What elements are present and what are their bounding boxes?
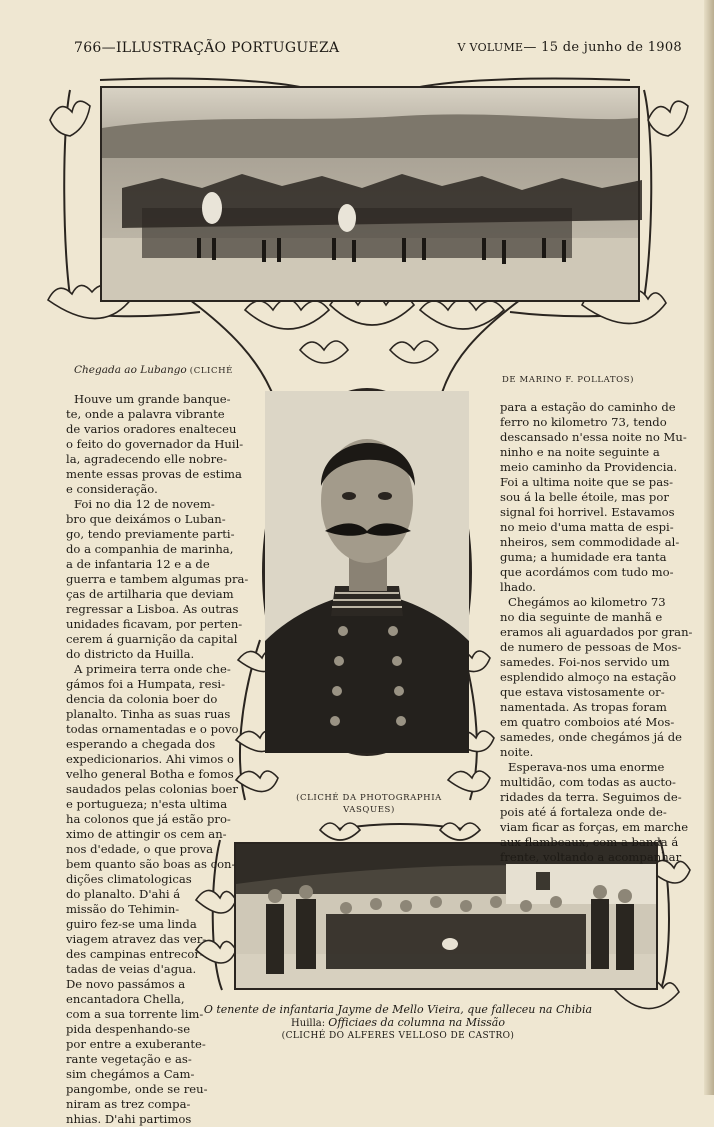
officer-portrait-image: [265, 391, 469, 753]
text-line: viam ficar as forças, em marche: [500, 820, 689, 834]
text-line: regressar a Lisboa. As outras: [66, 602, 239, 616]
text-line: eramos ali aguardados por gran-: [500, 625, 693, 639]
text-line: te, onde a palavra vibrante: [66, 407, 225, 421]
portrait-photo: [262, 388, 472, 756]
caption-chegada: Chegada ao Lubango: [74, 364, 187, 376]
bottom-caption-line3: (CLICHÉ DO ALFERES VELLOSO DE CASTRO): [281, 1031, 515, 1041]
text-line: expedicionarios. Ahi vimos o: [66, 752, 235, 766]
portrait-caption-line1: (CLICHÉ DA PHOTOGRAPHIA: [296, 793, 442, 803]
text-line: pida despenhando-se: [66, 1022, 191, 1036]
text-line: esperando a chegada dos: [66, 737, 216, 751]
text-line: velho general Botha e fomos: [66, 767, 234, 781]
text-line: esplendido almoço na estação: [500, 670, 677, 684]
volume-label: V VOLUME: [457, 41, 524, 54]
bottom-caption-huilla: Huilla:: [291, 1018, 329, 1029]
text-line: sou á la belle étoile, mas por: [500, 490, 669, 504]
header-separator: —: [101, 40, 116, 56]
left-text-column: [66, 392, 250, 1127]
text-line: de numero de pessoas de Mos-: [500, 640, 682, 654]
top-photo-cavalry: [100, 86, 640, 302]
text-line: no dia seguinte de manhã e: [500, 610, 663, 624]
text-line: la, agradecendo elle nobre-: [66, 452, 227, 466]
text-line: nhias. D'ahi partimos: [66, 1112, 192, 1126]
text-line: o feito do governador da Huil-: [66, 437, 244, 451]
text-line: mente essas provas de estima: [66, 467, 242, 481]
top-photo-caption-left: [74, 364, 233, 377]
bottom-caption-officiaes: Officiaes da columna na Missão: [328, 1016, 505, 1029]
text-line: e portugueza; n'esta ultima: [66, 797, 228, 811]
text-line: bem quanto são boas as con-: [66, 857, 236, 871]
text-line: bro que deixámos o Luban-: [66, 512, 226, 526]
bottom-caption: [188, 1003, 608, 1043]
text-line: De novo passámos a: [66, 977, 186, 991]
text-line: que estava vistosamente or-: [500, 685, 665, 699]
text-line: em quatro comboios até Mos-: [500, 715, 675, 729]
bottom-caption-line2: [188, 1016, 608, 1030]
officers-group-image: [236, 844, 656, 988]
text-line: cerem á guarnição da capital: [66, 632, 238, 646]
text-line: descansado n'essa noite no Mu-: [500, 430, 687, 444]
text-line: guiro fez-se uma linda: [66, 917, 197, 931]
text-line: samedes. Foi-nos servido um: [500, 655, 670, 669]
text-line: lhado.: [500, 580, 536, 594]
text-line: e consideração.: [66, 482, 158, 496]
text-line: niram as trez compa-: [66, 1097, 191, 1111]
text-line: para a estação do caminho de: [500, 400, 676, 414]
text-line: gámos foi a Humpata, resi-: [66, 677, 226, 691]
text-line: Esperava-nos uma enorme: [508, 760, 665, 774]
text-line: planalto. Tinha as suas ruas: [66, 707, 231, 721]
text-line: do a companhia de marinha,: [66, 542, 234, 556]
text-line: guma; a humidade era tanta: [500, 550, 667, 564]
text-line: no meio d'uma matta de espi-: [500, 520, 674, 534]
text-line: ninho e na noite seguinte a: [500, 445, 660, 459]
text-line: aux flambeaux, com a banda á: [500, 835, 679, 849]
text-line: missão do Tehimin-: [66, 902, 180, 916]
text-line: namentada. As tropas foram: [500, 700, 667, 714]
page-number: 766: [74, 40, 102, 56]
text-line: Foi a ultima noite que se pas-: [500, 475, 674, 489]
text-line: ximo de attingir os cem an-: [66, 827, 227, 841]
issue-date: — 15 de junho de 1908: [523, 40, 682, 55]
text-line: ha colonos que já estão pro-: [66, 812, 231, 826]
text-line: meio caminho da Providencia.: [500, 460, 678, 474]
text-line: que acordámos com tudo mo-: [500, 565, 674, 579]
text-line: do districto da Huilla.: [66, 647, 195, 661]
text-line: encantadora Chella,: [66, 992, 185, 1006]
text-line: nheiros, sem commodidade al-: [500, 535, 680, 549]
cavalry-photo-image: [102, 88, 638, 300]
text-line: viagem atravez das ver-: [66, 932, 207, 946]
text-line: unidades ficavam, por perten-: [66, 617, 243, 631]
text-line: pois até á fortaleza onde de-: [500, 805, 667, 819]
magazine-title: ILLUSTRAÇÃO PORTUGUEZA: [115, 40, 340, 56]
bottom-caption-line1: O tenente de infantaria Jayme de Mello Vieira, que falleceu na Chibia: [203, 1003, 593, 1016]
text-line: ças de artilharia que deviam: [66, 587, 234, 601]
top-photo-caption-right: DE MARINO F. POLLATOS): [502, 375, 635, 385]
text-line: por entre a exuberante-: [66, 1037, 206, 1051]
text-line: a de infantaria 12 e a de: [66, 557, 210, 571]
text-line: noite.: [500, 745, 534, 759]
text-line: frente, voltando a acompanhar: [500, 850, 682, 864]
text-line: pangombe, onde se reu-: [66, 1082, 208, 1096]
text-line: samedes, onde chegámos já de: [500, 730, 682, 744]
portrait-caption-line2: VASQUES): [343, 805, 395, 815]
text-line: ferro no kilometro 73, tendo: [500, 415, 667, 429]
text-line: de varios oradores enalteceu: [66, 422, 237, 436]
right-text-column: [500, 400, 692, 865]
text-line: do planalto. D'ahi á: [66, 887, 181, 901]
text-line: dencia da colonia boer do: [66, 692, 218, 706]
text-line: guerra e tambem algumas pra-: [66, 572, 249, 586]
text-line: sim chegámos a Cam-: [66, 1067, 195, 1081]
text-line: multidão, com todas as aucto-: [500, 775, 676, 789]
text-line: A primeira terra onde che-: [74, 662, 231, 676]
text-line: com a sua torrente lim-: [66, 1007, 204, 1021]
text-line: Foi no dia 12 de novem-: [74, 497, 215, 511]
text-line: ridades da terra. Seguimos de-: [500, 790, 682, 804]
caption-cliche: (CLICHÉ: [189, 366, 233, 376]
text-line: nos d'edade, o que prova: [66, 842, 214, 856]
text-line: signal foi horrivel. Estavamos: [500, 505, 675, 519]
portrait-caption: [294, 792, 444, 816]
text-line: todas ornamentadas e o povo: [66, 722, 239, 736]
text-line: rante vegetação e as-: [66, 1052, 192, 1066]
text-line: des campinas entrecor-: [66, 947, 204, 961]
text-line: Houve um grande banque-: [74, 392, 231, 406]
text-line: dições climatologicas: [66, 872, 192, 886]
text-line: go, tendo previamente parti-: [66, 527, 235, 541]
text-line: saudados pelas colonias boer: [66, 782, 238, 796]
text-line: tadas de veias d'agua.: [66, 962, 197, 976]
text-line: Chegámos ao kilometro 73: [508, 595, 666, 609]
